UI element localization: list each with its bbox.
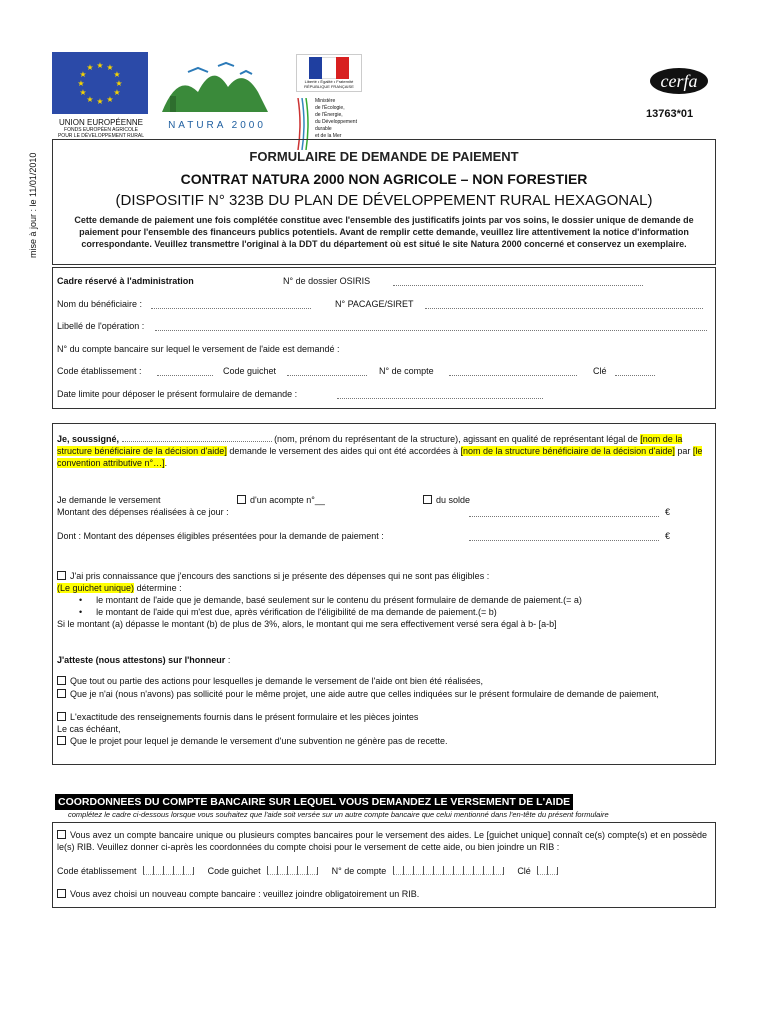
ministry-line: de l'Écologie, [315, 105, 345, 111]
decl-part3: par [677, 446, 691, 456]
pacage-label: N° PACAGE/SIRET [335, 299, 414, 309]
ministry-line: durable [315, 126, 332, 132]
attestation-3-text: L'exactitude des renseignements fournis dans le présent formulaire et les pièces jointes [70, 712, 419, 722]
attestation-4-text: Que le projet pour lequel je demande le versement d'une subvention ne génère pas de recette. [70, 736, 448, 746]
bank-codes-row [57, 866, 559, 876]
form-title-line3: (DISPOSITIF N° 323B DU PLAN DE DÉVELOPPEMENT RURAL HEXAGONAL) [115, 192, 653, 209]
determine-text: détermine : [136, 583, 182, 593]
natura-2000-logo [158, 52, 276, 131]
attestation-4 [57, 736, 447, 746]
bullet-a [79, 595, 582, 605]
ministry-line: du Développement [315, 119, 357, 125]
bank-option-2 [57, 889, 419, 899]
attestation-3-checkbox[interactable] [57, 712, 66, 721]
compte-label: N° du compte bancaire sur lequel le versement de l'aide est demandé : [57, 344, 340, 354]
solde-checkbox[interactable] [423, 495, 432, 504]
code-guichet-field[interactable] [287, 366, 367, 376]
soussigne-field[interactable] [122, 432, 272, 442]
form-title-line1: FORMULAIRE DE DEMANDE DE PAIEMENT [249, 149, 519, 164]
cerfa-logo: cerfa [650, 68, 708, 94]
attestation-2-checkbox[interactable] [57, 689, 66, 698]
atteste-heading [57, 655, 230, 665]
bullet-b [79, 607, 497, 617]
date-limite-label: Date limite pour déposer le présent formulaire de demande : [57, 389, 298, 399]
je-soussigne: Je, soussigné, [57, 434, 120, 444]
svg-text:★: ★ [86, 95, 94, 104]
svg-text:★: ★ [106, 95, 114, 104]
decl-highlight2: [nom de la structure bénéficiaire de la décision d'aide] [460, 446, 675, 456]
declaration-paragraph [57, 432, 707, 469]
atteste-bold: J'atteste (nous attestons) sur l'honneur [57, 655, 226, 665]
bank-code-etab-field[interactable] [143, 866, 195, 876]
cerfa-number: 13763*01 [646, 108, 694, 120]
bank-section-header: COORDONNEES DU COMPTE BANCAIRE SUR LEQUEL VOUS DEMANDEZ LE VERSEMENT DE L'AIDE [55, 794, 573, 810]
eu-flag-icon [52, 52, 148, 114]
bank-option-2-checkbox[interactable] [57, 889, 66, 898]
bank-option-1-text: Vous avez un compte bancaire unique ou plusieurs comptes bancaires pour le versement des aides. Le [guichet unique] connaît ce(s) compte(s) et en possède le(s) RIB. Veuillez donner ci-après les coordonnées du compte choisi pour le versement de cette aide, ou bien joindre un RIB : [57, 830, 707, 852]
attestation-2 [57, 688, 707, 700]
bank-code-etab-label: Code établissement [57, 866, 137, 876]
svg-text:★: ★ [106, 63, 114, 72]
sanctions-text: J'ai pris connaissance que j'encours des sanctions si je présente des dépenses qui ne sont pas éligibles : [70, 571, 490, 581]
guichet-unique-highlight: (Le guichet unique) [57, 583, 135, 593]
attestation-1 [57, 676, 483, 686]
form-title-line2: CONTRAT NATURA 2000 NON AGRICOLE – NON FORESTIER [180, 171, 588, 187]
svg-text:★: ★ [113, 70, 121, 79]
eu-logo [52, 52, 150, 139]
declaration-box [52, 423, 716, 765]
decl-highlight1: [nom de la structure bénéficiaire de la décision d'aide] [57, 434, 683, 456]
svg-text:★: ★ [96, 97, 104, 106]
attestation-4-checkbox[interactable] [57, 736, 66, 745]
decl-highlight3: [le convention attributive n°…] [57, 446, 703, 468]
admin-header: Cadre réservé à l'administration [57, 276, 194, 286]
form-intro: Cette demande de paiement une fois complétée constitue avec l'ensemble des justificatifs joints par vos soins, le dossier unique de demande de paiement pour l'ensemble des financeurs publics potentiels. Avant de remplir cette demande, veuillez lire attentivement la notice d'information correspondante. Veuillez transmettre l'original à la DDT du département où est situé le site Natura 2000 concerné et conservez un exemplaire. [74, 215, 694, 249]
bullet-icon: • [79, 607, 83, 617]
ministry-line: de l'Énergie, [315, 112, 343, 118]
attestation-2-text: Que je n'ai (nous n'avons) pas sollicité pour le même projet, une aide autre que celles indiquées sur le présent formulaire de demande de paiement, [70, 689, 659, 699]
form-header-box [52, 139, 716, 265]
bank-box [52, 822, 716, 908]
bank-option-1-checkbox[interactable] [57, 830, 66, 839]
bullet-a-text: le montant de l'aide que je demande, basé seulement sur le contenu du présent formulaire de demande de paiement.(= a) [96, 595, 582, 605]
admin-box [52, 267, 716, 409]
bullet-icon: • [79, 595, 83, 605]
natura-logo-text: NATURA 2000 [168, 120, 266, 131]
code-etab-field[interactable] [157, 366, 213, 376]
num-compte-label: N° de compte [379, 366, 434, 376]
svg-text:★: ★ [113, 88, 121, 97]
code-guichet-label: Code guichet [223, 366, 277, 376]
eu-logo-line1: UNION EUROPÉENNE [58, 118, 143, 127]
eu-logo-line2: FONDS EUROPÉEN AGRICOLE [64, 127, 138, 133]
atteste-colon: : [225, 655, 231, 665]
cle-label: Clé [593, 366, 607, 376]
svg-text:★: ★ [79, 70, 87, 79]
beneficiaire-label: Nom du bénéficiaire : [57, 299, 143, 309]
bank-num-compte-field[interactable] [393, 866, 505, 876]
republique-francaise-logo [296, 54, 362, 150]
rf-name: RÉPUBLIQUE FRANÇAISE [304, 84, 354, 89]
eu-logo-line3: POUR LE DÉVELOPPEMENT RURAL [57, 133, 145, 139]
acompte-option[interactable] [237, 495, 325, 505]
acompte-checkbox[interactable] [237, 495, 246, 504]
montant-depenses-field[interactable] [469, 507, 659, 517]
attestation-3 [57, 712, 418, 722]
bank-cle-label: Clé [517, 866, 531, 876]
code-etab-label: Code établissement : [57, 366, 142, 376]
cle-field[interactable] [615, 366, 655, 376]
svg-text:★: ★ [96, 61, 104, 70]
euro-sign-2: € [665, 531, 671, 541]
osiris-field[interactable] [393, 276, 643, 286]
ministry-line: Ministère [315, 98, 336, 104]
bank-option-1 [57, 829, 707, 853]
ministry-line: et de la Mer [315, 133, 342, 139]
dont-field[interactable] [469, 531, 659, 541]
bank-section-subtitle: complétez le cadre ci-dessous lorsque vous souhaitez que l'aide soit versée sur un autre compte bancaire que celui mentionné dans l'en-tête du présent formulaire [68, 810, 609, 819]
libelle-label: Libellé de l'opération : [57, 321, 145, 331]
bank-cle-field[interactable] [537, 866, 559, 876]
attestation-1-text: Que tout ou partie des actions pour lesquelles je demande le versement de l'aide ont bien été réalisées, [70, 676, 483, 686]
decl-part4: . [164, 458, 168, 468]
svg-text:★: ★ [115, 79, 123, 88]
beneficiaire-field[interactable] [151, 299, 311, 309]
num-compte-field[interactable] [449, 366, 577, 376]
update-date-label: mise à jour : le 11/01/2010 [28, 152, 38, 258]
euro-sign: € [665, 507, 671, 517]
sanctions-paragraph [57, 570, 707, 594]
svg-text:★: ★ [79, 88, 87, 97]
acompte-label: d'un acompte n°__ [250, 495, 325, 505]
montant-depenses-label: Montant des dépenses réalisées à ce jour : [57, 507, 229, 517]
solde-option[interactable] [423, 495, 470, 505]
rf-motto: Liberté • Égalité • Fraternité [304, 79, 354, 84]
libelle-field[interactable] [155, 321, 707, 331]
pacage-field[interactable] [425, 299, 703, 309]
attestation-1-checkbox[interactable] [57, 676, 66, 685]
date-limite-field[interactable] [337, 389, 543, 399]
dont-label: Dont : Montant des dépenses éligibles présentées pour la demande de paiement : [57, 531, 384, 541]
le-cas-echeant: Le cas échéant, [57, 724, 121, 734]
bank-option-2-text: Vous avez choisi un nouveau compte bancaire : veuillez joindre obligatoirement un RIB. [70, 889, 420, 899]
sanctions-checkbox[interactable] [57, 571, 66, 580]
decl-part1: (nom, prénom du représentant de la structure), agissant en qualité de représentant légal de [274, 434, 638, 444]
osiris-label: N° de dossier OSIRIS [283, 276, 371, 286]
si-montant-text: Si le montant (a) dépasse le montant (b) de plus de 3%, alors, le montant qui me sera effectivement versé sera égal à b- [a-b] [57, 619, 557, 629]
svg-text:★: ★ [86, 63, 94, 72]
bullet-b-text: le montant de l'aide qui m'est due, après vérification de l'éligibilité de ma demande de paiement.(= b) [96, 607, 497, 617]
solde-label: du solde [436, 495, 471, 505]
bank-code-guichet-field[interactable] [267, 866, 319, 876]
svg-text:★: ★ [77, 79, 85, 88]
decl-part2: demande le versement des aides qui ont été accordées à [229, 446, 458, 456]
bank-num-compte-label: N° de compte [331, 866, 387, 876]
natura-landscape-icon [158, 52, 276, 118]
bank-code-guichet-label: Code guichet [207, 866, 261, 876]
je-demande-label: Je demande le versement [57, 495, 161, 505]
